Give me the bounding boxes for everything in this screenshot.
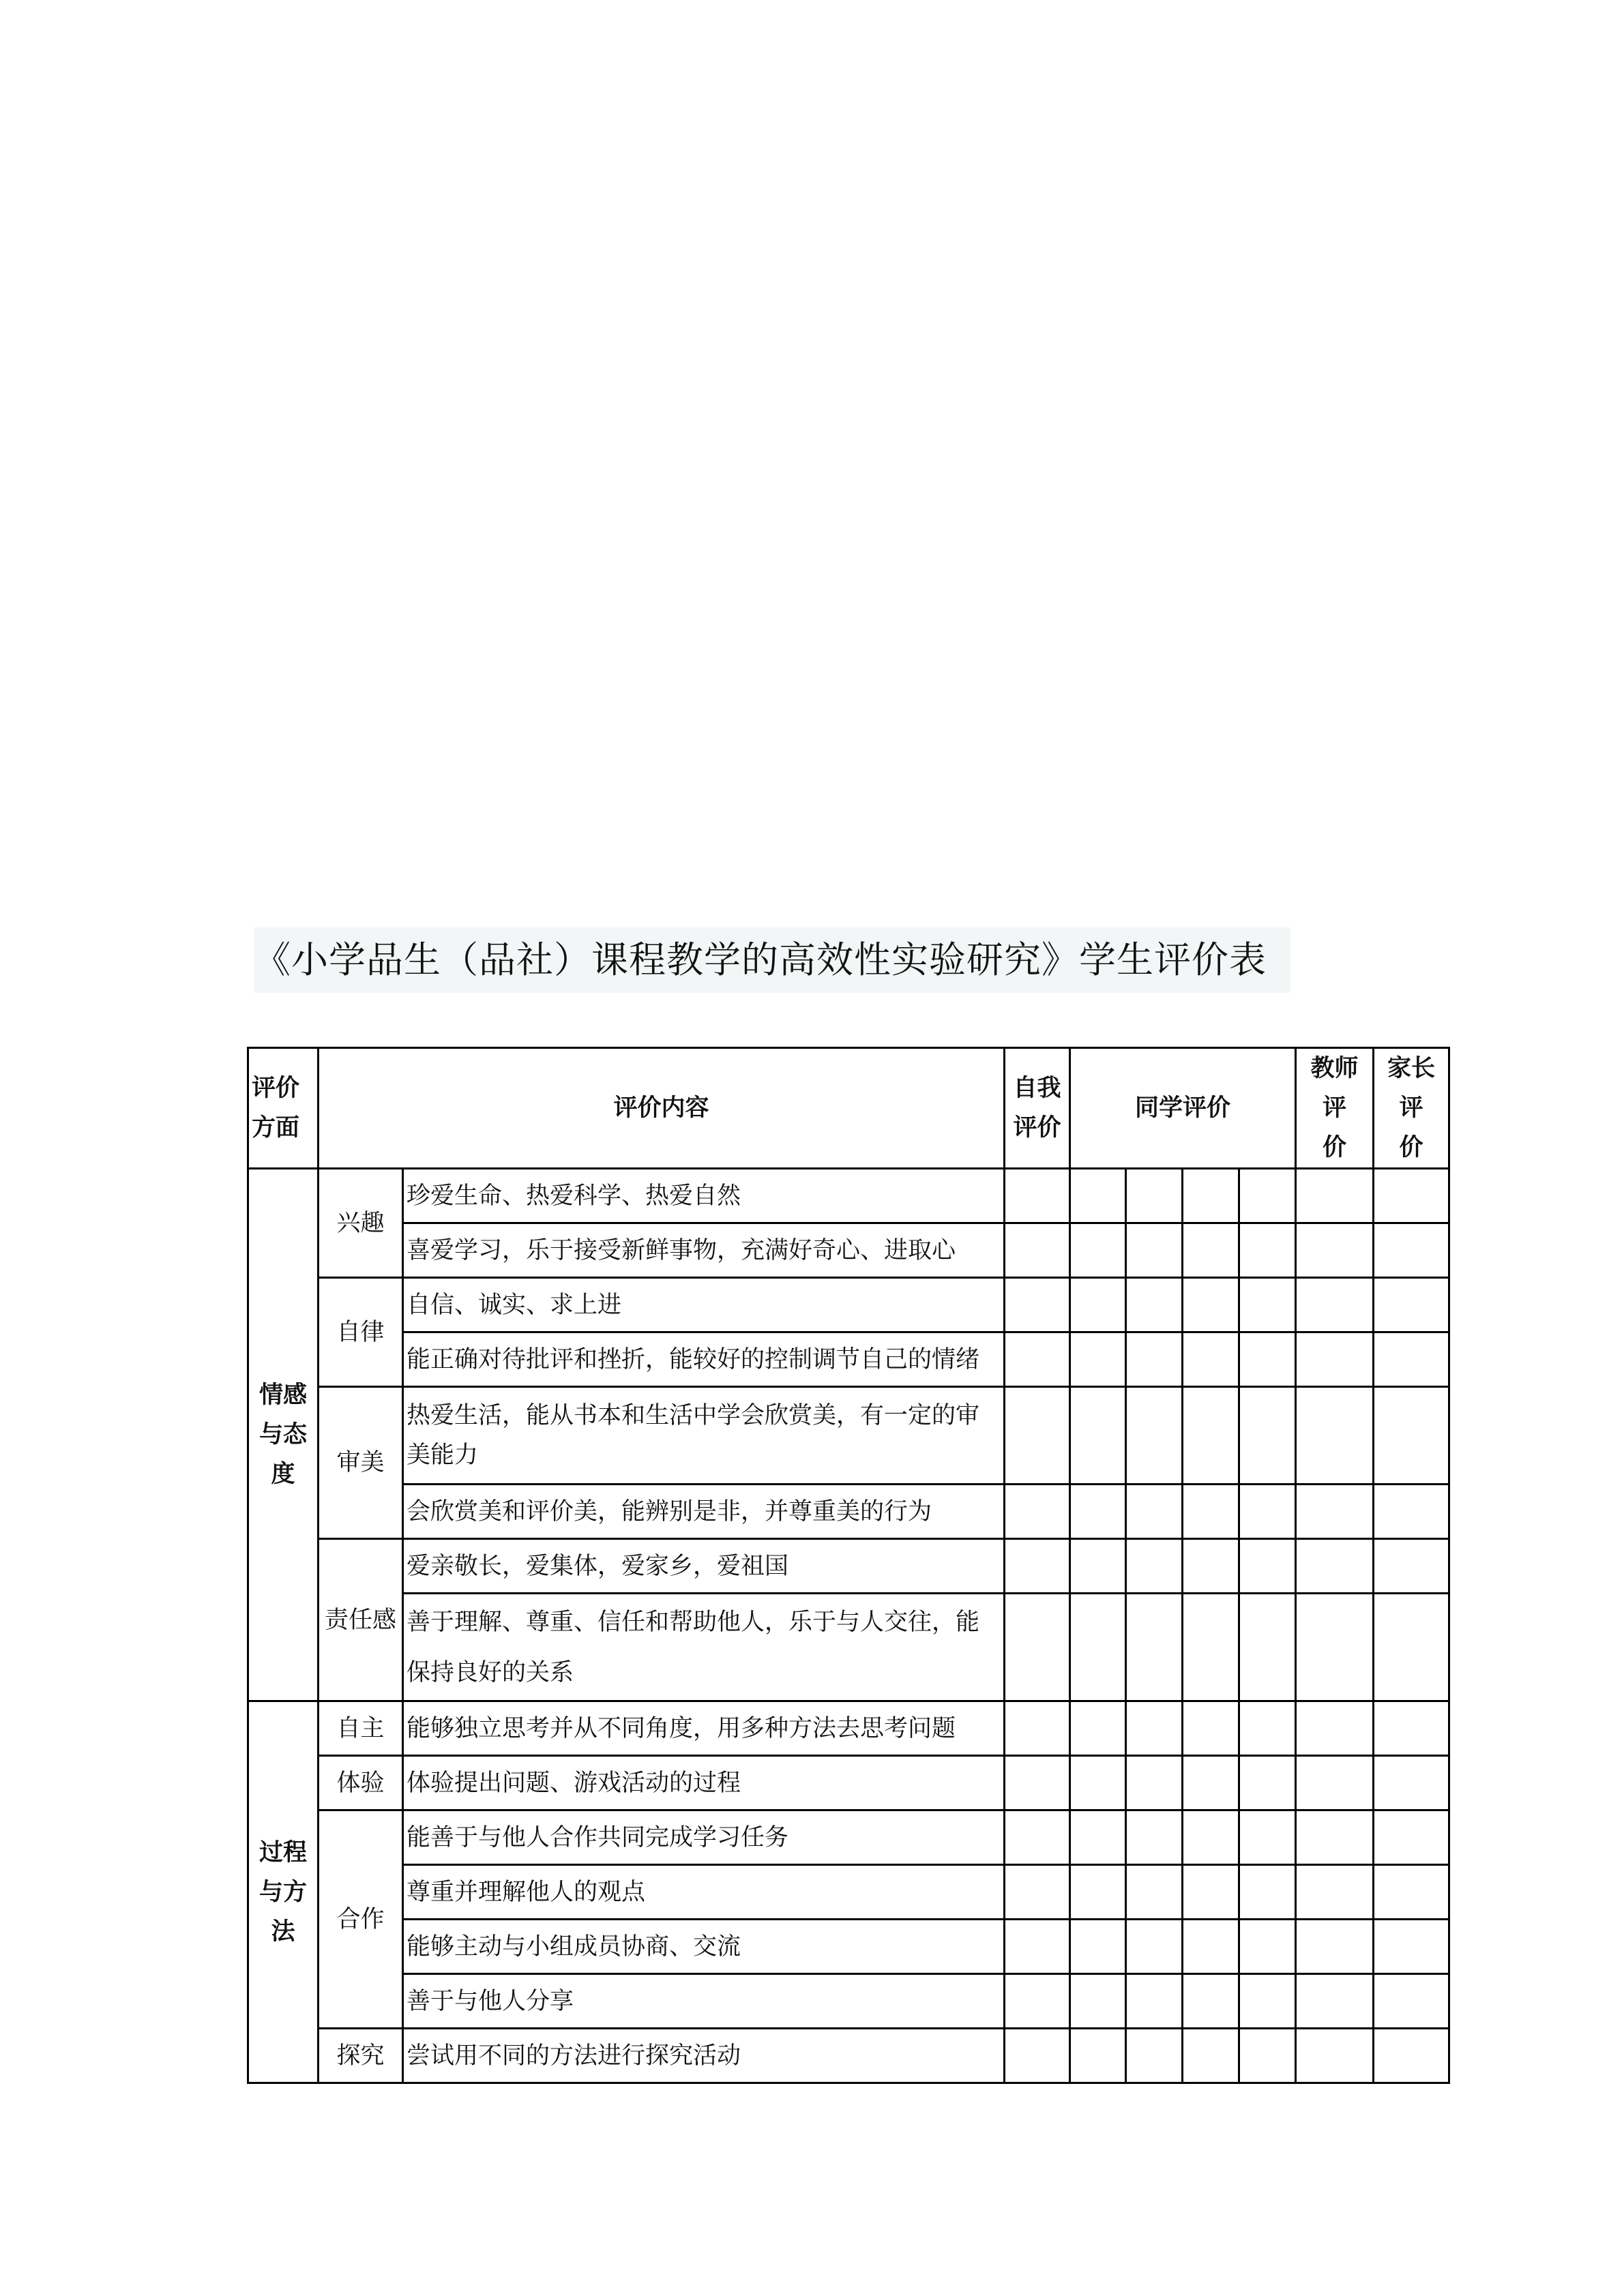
peer-eval-cell[interactable] <box>1126 1756 1183 1810</box>
peer-eval-cell[interactable] <box>1183 1387 1239 1485</box>
parent-eval-cell[interactable] <box>1374 1756 1449 1810</box>
table-row <box>248 1539 1449 1594</box>
teacher-eval-cell[interactable] <box>1296 1539 1374 1594</box>
peer-eval-cell[interactable] <box>1126 1539 1183 1594</box>
peer-eval-cell[interactable] <box>1183 1920 1239 1974</box>
peer-eval-cell[interactable] <box>1070 1865 1126 1920</box>
self-eval-cell[interactable] <box>1005 1332 1070 1387</box>
peer-eval-cell[interactable] <box>1239 1810 1296 1865</box>
teacher-eval-cell[interactable] <box>1296 1756 1374 1810</box>
sub-aspect-cell: 审美 <box>319 1387 403 1539</box>
self-eval-cell[interactable] <box>1005 1810 1070 1865</box>
sub-aspect-cell: 探究 <box>319 2029 403 2083</box>
self-eval-cell[interactable] <box>1005 1974 1070 2029</box>
teacher-eval-cell[interactable] <box>1296 2029 1374 2083</box>
parent-eval-cell[interactable] <box>1374 1332 1449 1387</box>
peer-eval-cell[interactable] <box>1183 1701 1239 1756</box>
content-cell: 自信、诚实、求上进 <box>403 1278 1005 1332</box>
header-self-eval: 自我 评价 <box>1005 1048 1070 1169</box>
parent-eval-cell[interactable] <box>1374 1701 1449 1756</box>
teacher-eval-cell[interactable] <box>1296 1485 1374 1539</box>
teacher-eval-cell[interactable] <box>1296 1387 1374 1485</box>
peer-eval-cell[interactable] <box>1126 1278 1183 1332</box>
table-row <box>248 1387 1449 1485</box>
sub-aspect-cell: 责任感 <box>319 1539 403 1701</box>
peer-eval-cell[interactable] <box>1183 2029 1239 2083</box>
parent-eval-cell[interactable] <box>1374 1920 1449 1974</box>
peer-eval-cell[interactable] <box>1183 1539 1239 1594</box>
peer-eval-cell[interactable] <box>1070 1539 1126 1594</box>
sub-aspect-cell: 体验 <box>319 1756 403 1810</box>
teacher-eval-cell[interactable] <box>1296 1920 1374 1974</box>
header-teacher-eval: 教师评 价 <box>1296 1048 1374 1169</box>
peer-eval-cell[interactable] <box>1070 1701 1126 1756</box>
self-eval-cell[interactable] <box>1005 1278 1070 1332</box>
peer-eval-cell[interactable] <box>1183 1278 1239 1332</box>
peer-eval-cell[interactable] <box>1239 1332 1296 1387</box>
peer-eval-cell[interactable] <box>1126 1485 1183 1539</box>
peer-eval-cell[interactable] <box>1183 1485 1239 1539</box>
peer-eval-cell[interactable] <box>1183 1810 1239 1865</box>
peer-eval-cell[interactable] <box>1126 2029 1183 2083</box>
teacher-eval-cell[interactable] <box>1296 1332 1374 1387</box>
peer-eval-cell[interactable] <box>1070 1810 1126 1865</box>
content-cell: 能够独立思考并从不同角度，用多种方法去思考问题 <box>403 1701 1005 1756</box>
teacher-eval-cell[interactable] <box>1296 1701 1374 1756</box>
peer-eval-cell[interactable] <box>1239 1223 1296 1278</box>
peer-eval-cell[interactable] <box>1070 1387 1126 1485</box>
table-row <box>248 1920 1449 1974</box>
parent-eval-cell[interactable] <box>1374 1974 1449 2029</box>
peer-eval-cell[interactable] <box>1070 2029 1126 2083</box>
teacher-eval-cell[interactable] <box>1296 1223 1374 1278</box>
content-cell: 能善于与他人合作共同完成学习任务 <box>403 1810 1005 1865</box>
table-row <box>248 1223 1449 1278</box>
header-parent-eval: 家长评 价 <box>1374 1048 1449 1169</box>
peer-eval-cell[interactable] <box>1126 1332 1183 1387</box>
peer-eval-cell[interactable] <box>1239 1278 1296 1332</box>
peer-eval-cell[interactable] <box>1239 1756 1296 1810</box>
table-row <box>248 1332 1449 1387</box>
peer-eval-cell[interactable] <box>1239 1701 1296 1756</box>
self-eval-cell[interactable] <box>1005 1539 1070 1594</box>
parent-eval-cell[interactable] <box>1374 2029 1449 2083</box>
content-cell: 尊重并理解他人的观点 <box>403 1865 1005 1920</box>
peer-eval-cell[interactable] <box>1070 1223 1126 1278</box>
self-eval-cell[interactable] <box>1005 1485 1070 1539</box>
peer-eval-cell[interactable] <box>1126 1810 1183 1865</box>
teacher-eval-cell[interactable] <box>1296 1974 1374 2029</box>
table-row <box>248 2029 1449 2083</box>
parent-eval-cell[interactable] <box>1374 1387 1449 1485</box>
content-cell: 尝试用不同的方法进行探究活动 <box>403 2029 1005 2083</box>
content-cell: 喜爱学习，乐于接受新鲜事物，充满好奇心、进取心 <box>403 1223 1005 1278</box>
parent-eval-cell[interactable] <box>1374 1223 1449 1278</box>
peer-eval-cell[interactable] <box>1126 1701 1183 1756</box>
self-eval-cell[interactable] <box>1005 2029 1070 2083</box>
peer-eval-cell[interactable] <box>1183 1756 1239 1810</box>
peer-eval-cell[interactable] <box>1239 2029 1296 2083</box>
sub-aspect-cell: 兴趣 <box>319 1169 403 1278</box>
header-aspect: 评价 方面 <box>248 1048 319 1169</box>
content-cell: 能正确对待批评和挫折，能较好的控制调节自己的情绪 <box>403 1332 1005 1387</box>
peer-eval-cell[interactable] <box>1070 1169 1126 1223</box>
peer-eval-cell[interactable] <box>1126 1387 1183 1485</box>
sub-aspect-cell: 自律 <box>319 1278 403 1387</box>
table-row <box>248 1810 1449 1865</box>
table-row <box>248 1594 1449 1701</box>
peer-eval-cell[interactable] <box>1126 1920 1183 1974</box>
document-title: 《小学品生（品社）课程教学的高效性实验研究》学生评价表 <box>254 927 1290 993</box>
self-eval-cell[interactable] <box>1005 1169 1070 1223</box>
peer-eval-cell[interactable] <box>1070 1332 1126 1387</box>
sub-aspect-cell: 合作 <box>319 1810 403 2029</box>
header-content: 评价内容 <box>319 1048 1005 1169</box>
content-cell: 善于理解、尊重、信任和帮助他人，乐于与人交往，能保持良好的关系 <box>403 1594 1005 1701</box>
peer-eval-cell[interactable] <box>1183 1594 1239 1701</box>
parent-eval-cell[interactable] <box>1374 1278 1449 1332</box>
table-row <box>248 1865 1449 1920</box>
aspect-cell: 情感 与态 度 <box>248 1169 319 1701</box>
peer-eval-cell[interactable] <box>1239 1387 1296 1485</box>
content-cell: 会欣赏美和评价美，能辨别是非，并尊重美的行为 <box>403 1485 1005 1539</box>
peer-eval-cell[interactable] <box>1126 1594 1183 1701</box>
teacher-eval-cell[interactable] <box>1296 1169 1374 1223</box>
peer-eval-cell[interactable] <box>1183 1223 1239 1278</box>
peer-eval-cell[interactable] <box>1070 1974 1126 2029</box>
evaluation-table <box>247 1047 1450 2084</box>
peer-eval-cell[interactable] <box>1239 1594 1296 1701</box>
peer-eval-cell[interactable] <box>1183 1865 1239 1920</box>
content-cell: 能够主动与小组成员协商、交流 <box>403 1920 1005 1974</box>
peer-eval-cell[interactable] <box>1126 1974 1183 2029</box>
peer-eval-cell[interactable] <box>1239 1169 1296 1223</box>
content-cell: 珍爱生命、热爱科学、热爱自然 <box>403 1169 1005 1223</box>
self-eval-cell[interactable] <box>1005 1920 1070 1974</box>
parent-eval-cell[interactable] <box>1374 1169 1449 1223</box>
sub-aspect-cell: 自主 <box>319 1701 403 1756</box>
table-row <box>248 1485 1449 1539</box>
peer-eval-cell[interactable] <box>1070 1485 1126 1539</box>
table-row <box>248 1701 1449 1756</box>
teacher-eval-cell[interactable] <box>1296 1865 1374 1920</box>
peer-eval-cell[interactable] <box>1126 1223 1183 1278</box>
table-row <box>248 1169 1449 1223</box>
peer-eval-cell[interactable] <box>1070 1278 1126 1332</box>
peer-eval-cell[interactable] <box>1070 1756 1126 1810</box>
header-row <box>248 1048 1449 1169</box>
peer-eval-cell[interactable] <box>1070 1594 1126 1701</box>
peer-eval-cell[interactable] <box>1126 1865 1183 1920</box>
peer-eval-cell[interactable] <box>1239 1485 1296 1539</box>
self-eval-cell[interactable] <box>1005 1223 1070 1278</box>
parent-eval-cell[interactable] <box>1374 1810 1449 1865</box>
peer-eval-cell[interactable] <box>1183 1974 1239 2029</box>
peer-eval-cell[interactable] <box>1126 1169 1183 1223</box>
peer-eval-cell[interactable] <box>1183 1169 1239 1223</box>
peer-eval-cell[interactable] <box>1239 1920 1296 1974</box>
teacher-eval-cell[interactable] <box>1296 1810 1374 1865</box>
content-cell: 热爱生活，能从书本和生活中学会欣赏美，有一定的审美能力 <box>403 1387 1005 1485</box>
parent-eval-cell[interactable] <box>1374 1865 1449 1920</box>
self-eval-cell[interactable] <box>1005 1701 1070 1756</box>
parent-eval-cell[interactable] <box>1374 1485 1449 1539</box>
peer-eval-cell[interactable] <box>1070 1920 1126 1974</box>
table-row <box>248 1974 1449 2029</box>
content-cell: 爱亲敬长，爱集体，爱家乡，爱祖国 <box>403 1539 1005 1594</box>
self-eval-cell[interactable] <box>1005 1756 1070 1810</box>
peer-eval-cell[interactable] <box>1239 1974 1296 2029</box>
self-eval-cell[interactable] <box>1005 1594 1070 1701</box>
parent-eval-cell[interactable] <box>1374 1594 1449 1701</box>
peer-eval-cell[interactable] <box>1239 1865 1296 1920</box>
content-cell: 体验提出问题、游戏活动的过程 <box>403 1756 1005 1810</box>
table-row <box>248 1278 1449 1332</box>
parent-eval-cell[interactable] <box>1374 1539 1449 1594</box>
aspect-cell: 过程 与方 法 <box>248 1701 319 2083</box>
teacher-eval-cell[interactable] <box>1296 1278 1374 1332</box>
table-row <box>248 1756 1449 1810</box>
content-cell: 善于与他人分享 <box>403 1974 1005 2029</box>
self-eval-cell[interactable] <box>1005 1387 1070 1485</box>
teacher-eval-cell[interactable] <box>1296 1594 1374 1701</box>
peer-eval-cell[interactable] <box>1239 1539 1296 1594</box>
peer-eval-cell[interactable] <box>1183 1332 1239 1387</box>
header-peer-eval: 同学评价 <box>1070 1048 1296 1169</box>
self-eval-cell[interactable] <box>1005 1865 1070 1920</box>
